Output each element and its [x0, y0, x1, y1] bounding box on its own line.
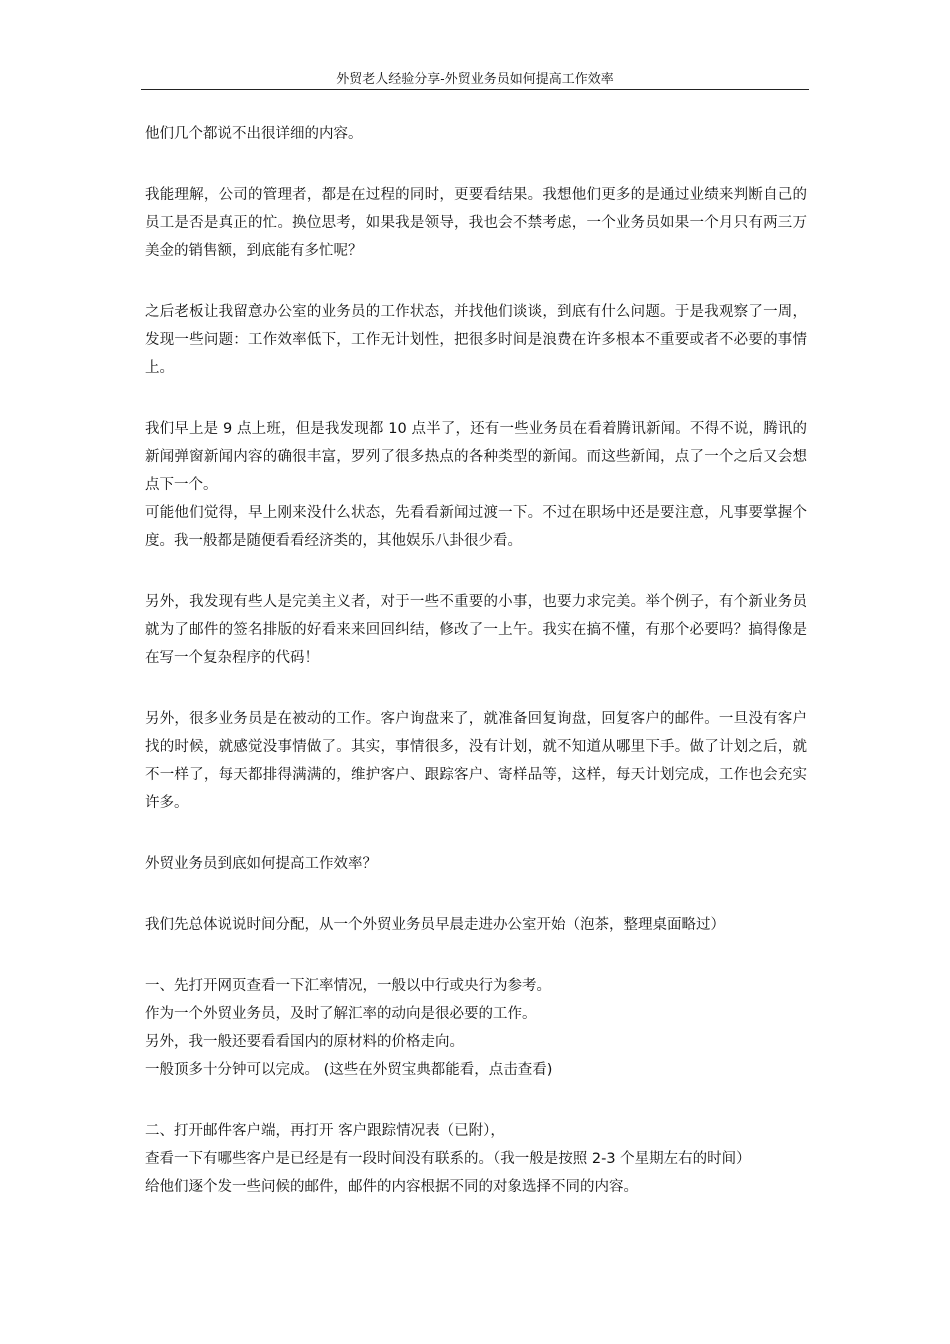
- text-line: 另外，我一般还要看看国内的原材料的价格走向。: [145, 1034, 464, 1050]
- section-question: [145, 850, 807, 878]
- paragraph: [145, 298, 807, 382]
- text-line: 我能理解，公司的管理者，都是在过程的同时，更要看结果。我想他们更多的是通过业绩来判断自己的员工是否是真正的忙。换位思考，如果我是领导，我也会不禁考虑，一个业务员如果一个月只有两三万美金的销售额，到底能有多忙呢？: [145, 187, 807, 259]
- text-line: 我们先总体说说时间分配，从一个外贸业务员早晨走进办公室开始（泡茶，整理桌面略过）: [145, 917, 725, 933]
- step-one: [145, 972, 807, 1084]
- paragraph: [145, 588, 807, 672]
- page-header-title: 外贸老人经验分享-外贸业务员如何提高工作效率: [336, 72, 614, 87]
- paragraph: [145, 705, 807, 817]
- paragraph: [145, 415, 807, 555]
- header-rule: [141, 89, 809, 90]
- text-line: 作为一个外贸业务员，及时了解汇率的动向是很必要的工作。: [145, 1006, 537, 1022]
- text-line: 查看一下有哪些客户是已经是有一段时间没有联系的。（我一般是按照 2-3 个星期左右的时间）: [145, 1151, 751, 1167]
- paragraph: [145, 181, 807, 265]
- text-line: 外贸业务员到底如何提高工作效率？: [145, 856, 377, 872]
- text-line: 可能他们觉得，早上刚来没什么状态，先看看新闻过渡一下。不过在职场中还是要注意，凡事要掌握个度。我一般都是随便看看经济类的，其他娱乐八卦很少看。: [145, 505, 807, 549]
- text-line: 一、先打开网页查看一下汇率情况，一般以中行或央行为参考。: [145, 978, 551, 994]
- document-body: [145, 120, 807, 1201]
- text-line: 他们几个都说不出很详细的内容。: [145, 126, 363, 142]
- text-line: 之后老板让我留意办公室的业务员的工作状态，并找他们谈谈，到底有什么问题。于是我观察了一周，发现一些问题：工作效率低下，工作无计划性，把很多时间是浪费在许多根本不重要或者不必要的事情上。: [145, 304, 807, 376]
- text-line: 另外，很多业务员是在被动的工作。客户询盘来了，就准备回复询盘，回复客户的邮件。一旦没有客户找的时候，就感觉没事情做了。其实，事情很多，没有计划，就不知道从哪里下手。做了计划之后，就不一样了，每天都排得满满的，维护客户、跟踪客户、寄样品等，这样，每天计划完成，工作也会充实许多。: [145, 711, 807, 811]
- paragraph: [145, 120, 807, 148]
- text-line: 我们早上是 9 点上班，但是我发现都 10 点半了，还有一些业务员在看着腾讯新闻。不得不说，腾讯的新闻弹窗新闻内容的确很丰富，罗列了很多热点的各种类型的新闻。而这些新闻，点了一个之后又会想点下一个。: [145, 421, 807, 493]
- text-line: 另外，我发现有些人是完美主义者，对于一些不重要的小事，也要力求完美。举个例子，有个新业务员就为了邮件的签名排版的好看来来回回纠结，修改了一上午。我实在搞不懂，有那个必要吗？搞得像是在写一个复杂程序的代码！: [145, 594, 807, 666]
- text-line: 一般顶多十分钟可以完成。 (这些在外贸宝典都能看，点击查看): [145, 1062, 553, 1078]
- paragraph: [145, 911, 807, 939]
- text-line: 二、打开邮件客户端，再打开 客户跟踪情况表（已附），: [145, 1123, 505, 1139]
- step-two: [145, 1117, 807, 1201]
- text-line: 给他们逐个发一些问候的邮件，邮件的内容根据不同的对象选择不同的内容。: [145, 1179, 638, 1195]
